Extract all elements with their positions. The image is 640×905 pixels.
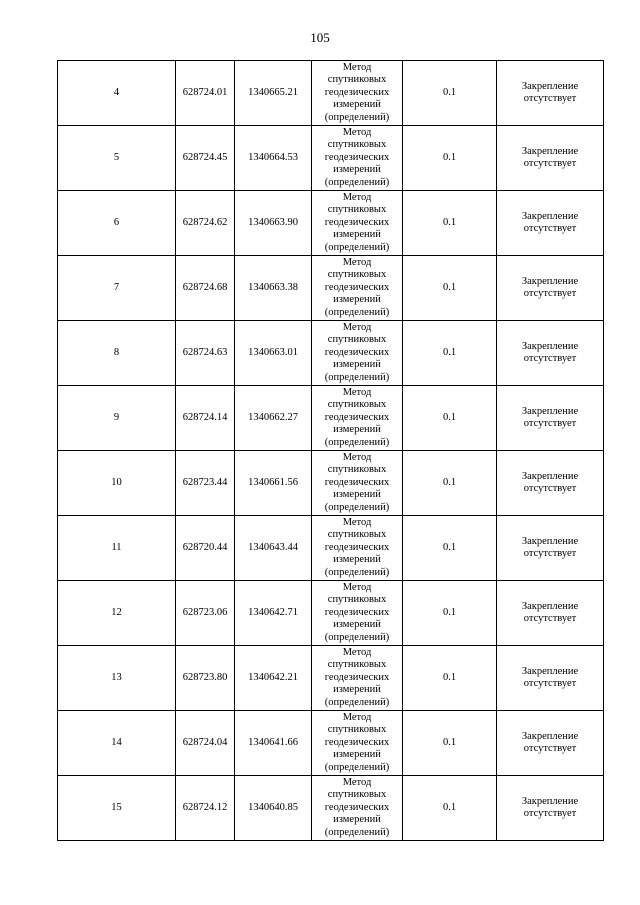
page-number: 105 bbox=[310, 30, 330, 45]
method-cell bbox=[312, 386, 403, 451]
coordinates-table bbox=[57, 60, 604, 841]
point-number-cell: 5 bbox=[58, 126, 176, 191]
y-coordinate-cell: 1340643.44 bbox=[235, 516, 312, 581]
fixing-text: Закрепление отсутствует bbox=[521, 795, 579, 819]
method-cell bbox=[312, 256, 403, 321]
y-coordinate-cell: 1340664.53 bbox=[235, 126, 312, 191]
table-row bbox=[58, 646, 604, 711]
method-text: Метод спутниковых геодезических измерений (определений) bbox=[324, 256, 390, 318]
method-text: Метод спутниковых геодезических измерений (определений) bbox=[324, 776, 390, 838]
accuracy-cell: 0.1 bbox=[403, 581, 497, 646]
method-cell bbox=[312, 451, 403, 516]
y-coordinate-cell: 1340665.21 bbox=[235, 61, 312, 126]
point-number-cell: 7 bbox=[58, 256, 176, 321]
point-number-cell: 10 bbox=[58, 451, 176, 516]
point-number-cell: 6 bbox=[58, 191, 176, 256]
fixing-cell bbox=[497, 191, 604, 256]
table-row bbox=[58, 191, 604, 256]
y-coordinate-cell: 1340662.27 bbox=[235, 386, 312, 451]
fixing-text: Закрепление отсутствует bbox=[521, 80, 579, 104]
point-number-cell: 4 bbox=[58, 61, 176, 126]
point-number-cell: 14 bbox=[58, 711, 176, 776]
fixing-cell bbox=[497, 516, 604, 581]
fixing-cell bbox=[497, 776, 604, 841]
method-cell bbox=[312, 516, 403, 581]
accuracy-cell: 0.1 bbox=[403, 516, 497, 581]
accuracy-cell: 0.1 bbox=[403, 646, 497, 711]
fixing-cell bbox=[497, 256, 604, 321]
fixing-cell bbox=[497, 386, 604, 451]
x-coordinate-cell: 628724.14 bbox=[176, 386, 235, 451]
method-text: Метод спутниковых геодезических измерений (определений) bbox=[324, 191, 390, 253]
fixing-text: Закрепление отсутствует bbox=[521, 600, 579, 624]
fixing-text: Закрепление отсутствует bbox=[521, 665, 579, 689]
method-text: Метод спутниковых геодезических измерений (определений) bbox=[324, 61, 390, 123]
y-coordinate-cell: 1340642.21 bbox=[235, 646, 312, 711]
x-coordinate-cell: 628723.80 bbox=[176, 646, 235, 711]
method-text: Метод спутниковых геодезических измерений (определений) bbox=[324, 581, 390, 643]
table-row bbox=[58, 581, 604, 646]
y-coordinate-cell: 1340663.90 bbox=[235, 191, 312, 256]
method-text: Метод спутниковых геодезических измерений (определений) bbox=[324, 321, 390, 383]
method-cell bbox=[312, 191, 403, 256]
method-cell bbox=[312, 711, 403, 776]
table-row bbox=[58, 516, 604, 581]
method-cell bbox=[312, 581, 403, 646]
x-coordinate-cell: 628724.04 bbox=[176, 711, 235, 776]
accuracy-cell: 0.1 bbox=[403, 451, 497, 516]
accuracy-cell: 0.1 bbox=[403, 61, 497, 126]
y-coordinate-cell: 1340663.01 bbox=[235, 321, 312, 386]
method-text: Метод спутниковых геодезических измерений (определений) bbox=[324, 126, 390, 188]
method-cell bbox=[312, 646, 403, 711]
fixing-text: Закрепление отсутствует bbox=[521, 730, 579, 754]
table-row bbox=[58, 256, 604, 321]
accuracy-cell: 0.1 bbox=[403, 386, 497, 451]
fixing-cell bbox=[497, 61, 604, 126]
x-coordinate-cell: 628724.63 bbox=[176, 321, 235, 386]
y-coordinate-cell: 1340642.71 bbox=[235, 581, 312, 646]
fixing-cell bbox=[497, 581, 604, 646]
accuracy-cell: 0.1 bbox=[403, 321, 497, 386]
method-cell bbox=[312, 776, 403, 841]
table-row bbox=[58, 451, 604, 516]
fixing-text: Закрепление отсутствует bbox=[521, 340, 579, 364]
x-coordinate-cell: 628724.45 bbox=[176, 126, 235, 191]
fixing-cell bbox=[497, 711, 604, 776]
coordinates-table-body bbox=[58, 61, 604, 841]
table-row bbox=[58, 321, 604, 386]
fixing-text: Закрепление отсутствует bbox=[521, 405, 579, 429]
x-coordinate-cell: 628723.44 bbox=[176, 451, 235, 516]
x-coordinate-cell: 628724.01 bbox=[176, 61, 235, 126]
y-coordinate-cell: 1340661.56 bbox=[235, 451, 312, 516]
y-coordinate-cell: 1340663.38 bbox=[235, 256, 312, 321]
fixing-text: Закрепление отсутствует bbox=[521, 470, 579, 494]
method-text: Метод спутниковых геодезических измерений (определений) bbox=[324, 646, 390, 708]
table-row bbox=[58, 711, 604, 776]
method-text: Метод спутниковых геодезических измерений (определений) bbox=[324, 386, 390, 448]
y-coordinate-cell: 1340640.85 bbox=[235, 776, 312, 841]
table-row bbox=[58, 61, 604, 126]
method-cell bbox=[312, 321, 403, 386]
method-text: Метод спутниковых геодезических измерений (определений) bbox=[324, 451, 390, 513]
method-text: Метод спутниковых геодезических измерений (определений) bbox=[324, 711, 390, 773]
x-coordinate-cell: 628724.68 bbox=[176, 256, 235, 321]
method-cell bbox=[312, 61, 403, 126]
point-number-cell: 13 bbox=[58, 646, 176, 711]
accuracy-cell: 0.1 bbox=[403, 776, 497, 841]
fixing-text: Закрепление отсутствует bbox=[521, 275, 579, 299]
fixing-text: Закрепление отсутствует bbox=[521, 145, 579, 169]
fixing-text: Закрепление отсутствует bbox=[521, 210, 579, 234]
accuracy-cell: 0.1 bbox=[403, 256, 497, 321]
fixing-cell bbox=[497, 126, 604, 191]
method-cell bbox=[312, 126, 403, 191]
x-coordinate-cell: 628724.62 bbox=[176, 191, 235, 256]
x-coordinate-cell: 628724.12 bbox=[176, 776, 235, 841]
fixing-cell bbox=[497, 646, 604, 711]
table-row bbox=[58, 126, 604, 191]
y-coordinate-cell: 1340641.66 bbox=[235, 711, 312, 776]
point-number-cell: 8 bbox=[58, 321, 176, 386]
accuracy-cell: 0.1 bbox=[403, 126, 497, 191]
fixing-text: Закрепление отсутствует bbox=[521, 535, 579, 559]
x-coordinate-cell: 628723.06 bbox=[176, 581, 235, 646]
point-number-cell: 11 bbox=[58, 516, 176, 581]
point-number-cell: 12 bbox=[58, 581, 176, 646]
fixing-cell bbox=[497, 321, 604, 386]
method-text: Метод спутниковых геодезических измерений (определений) bbox=[324, 516, 390, 578]
accuracy-cell: 0.1 bbox=[403, 191, 497, 256]
point-number-cell: 15 bbox=[58, 776, 176, 841]
fixing-cell bbox=[497, 451, 604, 516]
table-row bbox=[58, 776, 604, 841]
x-coordinate-cell: 628720.44 bbox=[176, 516, 235, 581]
table-row bbox=[58, 386, 604, 451]
point-number-cell: 9 bbox=[58, 386, 176, 451]
accuracy-cell: 0.1 bbox=[403, 711, 497, 776]
